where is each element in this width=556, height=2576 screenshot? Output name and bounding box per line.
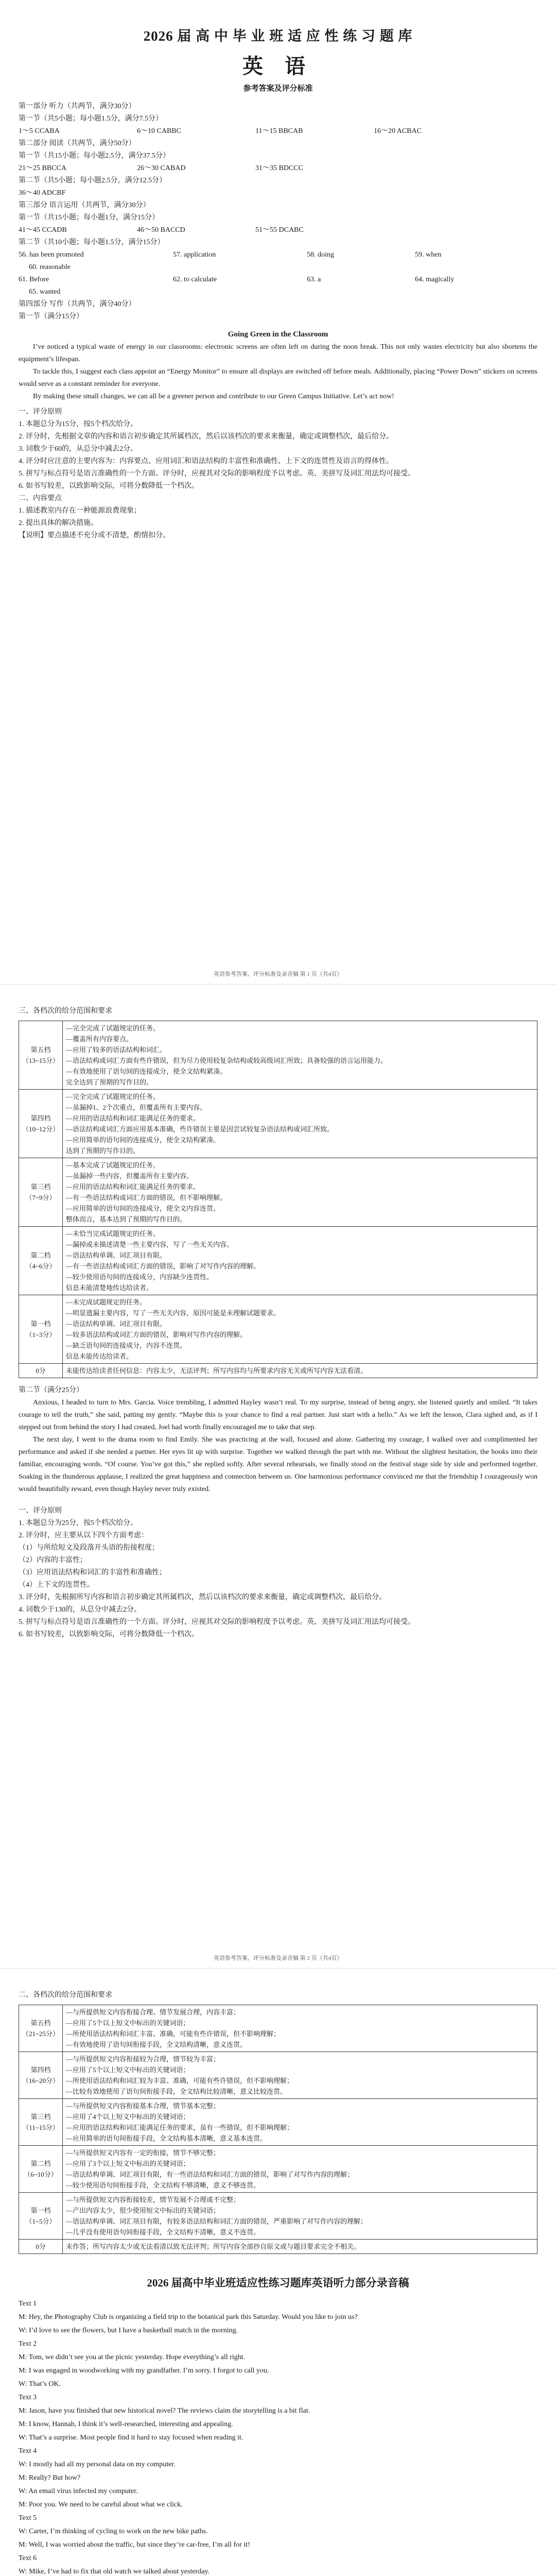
rubric-line: —与所提供短文内容有一定的衔接，情节不够完整； (66, 2149, 220, 2157)
scoring-line: 2. 提出具体的解决措施。 (19, 519, 98, 527)
answer-row (19, 249, 537, 261)
section-line: 第一节（满分15分） (19, 313, 83, 320)
rubric-line: 信息未能传达给读者。 (66, 1352, 133, 1360)
answer-item: 62. to calculate (173, 276, 217, 283)
rubric-row (19, 2099, 537, 2146)
rubric-line: —未恰当完成试题规定的任务。 (66, 1230, 160, 1238)
rubric-line: —应用的语法结构和词汇能满足任务的要求。 (66, 1183, 200, 1191)
rubric-row (19, 1158, 537, 1227)
rubric-row (19, 1227, 537, 1295)
answer-row (19, 224, 537, 236)
scoring-line: （1）与所给短文及段落开头语的衔接程度； (19, 1544, 159, 1552)
rubric-line: —比较有效地使用了语句间衔接手段，全文结构比较清晰，意义比较连贯。 (66, 2088, 287, 2095)
rubric-line: —应用了5个以上短文中标出的关键词语； (66, 2066, 190, 2074)
scoring-line: 二、内容要点 (19, 495, 62, 502)
scoring-line: 4. 词数少于130的，从总分中减去2分。 (19, 1606, 141, 1614)
section-line: 第三部分 语言运用（共两节，满分30分） (19, 201, 150, 209)
section-line: 第一节（共15小题；每小题1分，满分15分） (19, 214, 159, 222)
rubric-line: —产出内容太少，很少使用短文中标出的关键词语； (66, 2207, 220, 2214)
rubric-level: 第三档（7~9分） (19, 1158, 63, 1227)
answer-item: 61. Before (19, 276, 49, 283)
scoring2-principles (19, 1505, 537, 1641)
rubric-line: —缺乏语句间的连接成分，内容不连贯。 (66, 1342, 187, 1349)
rubric-line: —所使用语法结构和词汇丰富、准确，可能有些许错误，但不影响理解； (66, 2030, 281, 2038)
section-line: 第二节（共10小题；每小题1.5分，满分15分） (19, 239, 165, 246)
rubric-line: —应用了3个以上短文中标出的关键词语； (66, 2160, 190, 2167)
rubric-level: 第一档（1~3分） (19, 1295, 63, 1364)
rubric-line: —有效地使用了语句间的连接成分，使全文结构紧凑。 (66, 1067, 227, 1075)
rubric-line: —有效地使用了语句间衔接手段，全文结构清晰，意义连贯。 (66, 2041, 247, 2048)
rubric-desc (63, 2052, 537, 2099)
rubric-level: 第四档（10~12分） (19, 1090, 63, 1158)
scoring-line: （4）上下文的连贯性。 (19, 1581, 94, 1589)
answer-group: 51～55 DCABC (255, 226, 304, 234)
answer-group: 1～5 CCABA (19, 127, 60, 135)
rubric-row (19, 1021, 537, 1090)
rubric-line: —应用简单的语句间的连接成分，使全文内容连贯。 (66, 1205, 220, 1212)
rubric-line: —覆盖所有内容要点。 (66, 1035, 133, 1043)
answer-key-subtitle: 参考答案及评分标准 (243, 84, 313, 93)
listening-script-title: 2026 届高中毕业班适应性练习题库英语听力部分录音稿 (147, 2277, 409, 2289)
rubric-line: —语法结构单调、词汇项目有限。 (66, 1251, 167, 1259)
rubric-desc (63, 2146, 537, 2193)
scoring-line: （2）内容的丰富性； (19, 1556, 87, 1564)
section-line: 第一部分 听力（共两节，满分30分） (19, 103, 136, 110)
rubric-desc (63, 1227, 537, 1295)
rubric-row (19, 2005, 537, 2052)
exam-title: 2026 届 高 中 毕 业 班 适 应 性 练 习 题 库 (143, 28, 413, 44)
rubric-row (19, 1090, 537, 1158)
scoring-line: 2. 评分时，先根据文章的内容和语言初步确定其所属档次，然后以该档次的要求来衡量，确定或调整档次，最后给分。 (19, 433, 393, 440)
page-2 (0, 984, 556, 1968)
rubric-table-1 (19, 1021, 537, 1378)
scoring-line: 1. 本题总分为15分，按5个档次给分。 (19, 420, 137, 428)
scoring-line: 二、各档次的给分范围和要求 (19, 1991, 112, 1999)
rubric-line: —有一些语法结构或词汇方面的错误，影响了对写作内容的理解。 (66, 1262, 260, 1270)
section-line: 第一节（共15小题；每小题2.5分，满分37.5分） (19, 152, 170, 160)
writing2-paragraph: The next day, I went to the drama room to find Emily. She was practicing at the wall, focused and alone. Gathering my courage, I walked over and complimented her performance and asked if she needed a partner. Her eyes lit up with surprise. Together we walked through the part with me. Without the slightest hesitation, the books into their familiar, encouraging words. “Of course. You’ve got this,” she replied softly. After several rehearsals, we finally stood on the festival stage side by side and performed together. Soaking in the thunderous applause, I realized the great happiness and connection between us. One harmonious performance convinced me that the friendship I courageously won would beautifully reward, even though Hayley never truly existed. (19, 1436, 537, 1493)
rubric-desc (63, 1021, 537, 1090)
answer-section (19, 100, 537, 323)
rubric-line: —应用了5个以上短文中标出的关键词语； (66, 2019, 190, 2027)
rubric-line: —应用简单的语句间的连接成分，使全文结构紧凑。 (66, 1136, 220, 1144)
rubric-level: 第五档（13~15分） (19, 1021, 63, 1090)
rubric-line: —所使用语法结构和词汇较为丰富、准确，可能有些许错误，但不影响理解； (66, 2077, 294, 2084)
rubric-line: —语法结构单调、词汇项目有限，有较多语法结构和词汇方面的错误，严重影响了对写作内容的理解； (66, 2217, 368, 2225)
rubric-line: —应用简单的语句间衔接手段，全文结构基本清晰，意义基本连贯。 (66, 2134, 267, 2142)
rubric-line: —较少使用语句间的连接成分，内容缺少连贯性。 (66, 1273, 214, 1281)
rubric-line: —与所提供短文内容衔接较差，情节发展不合理或不完整； (66, 2196, 240, 2204)
section-line: 36～40 ADCBF (19, 189, 66, 197)
rubric-row (19, 2240, 537, 2254)
rubric-line: —基本完成了试题规定的任务。 (66, 1161, 160, 1169)
answer-row (19, 125, 537, 138)
answer-item: 64. magically (415, 276, 455, 283)
rubric-line: —完全完成了试题规定的任务。 (66, 1024, 160, 1032)
rubric-line: 信息未能清楚地传达给读者。 (66, 1284, 153, 1292)
rubric-row (19, 2146, 537, 2193)
scoring-line: 2. 评分时，应主要从以下四个方面考虑： (19, 1532, 148, 1539)
scoring-line: 6. 如书写较差，以致影响交际，可将分数降低一个档次。 (19, 482, 199, 490)
writing1-paragraph: I’ve noticed a typical waste of energy in our classrooms: electronic screens are often left on during the noon break. This not only wastes electricity but also shortens the equipment’s lifespan. (19, 343, 537, 363)
rubric-line: —应用了较多的语法结构和词汇。 (66, 1046, 167, 1054)
page-footer: 英语参考答案、评分标准及录音稿 第 2 页（共4页） (213, 1955, 343, 1961)
rubric-level: 0分 (19, 1364, 63, 1378)
rubric-desc (63, 2099, 537, 2146)
scoring-line: 5. 拼写与标点符号是语言准确性的一个方面。评分时，应视其对交际的影响程度予以考虑。英、美拼写及词汇用法均可接受。 (19, 1618, 415, 1626)
scoring-line: 3. 词数少于60的，从总分中减去2分。 (19, 445, 137, 453)
scoring-line: 三、各档次的给分范围和要求 (19, 1007, 112, 1015)
rubric-level: 第二档（6~10分） (19, 2146, 63, 2193)
rubric-line: —应用的语法结构和词汇能满足任务的要求，虽有一些错误，但不影响理解； (66, 2124, 294, 2131)
rubric-line: —未完成试题规定的任务。 (66, 1298, 147, 1306)
section-line: 第二节（共5小题；每小题2.5分，满分12.5分） (19, 177, 166, 184)
rubric-line: —几乎没有使用语句间衔接手段，全文结构不清晰，意义不连贯。 (66, 2228, 260, 2236)
rubric-line: —较少使用语句间衔接手段，全文结构不够清晰，意义不够连贯。 (66, 2181, 260, 2189)
rubric-line: 未作答；所写内容太少或无法看清以致无法评判；所写内容全部抄自原文或与题目要求完全不相关。 (66, 2243, 361, 2250)
answer-group: 41～45 CCADB (19, 226, 67, 234)
answer-item: 65. wanted (29, 288, 61, 296)
scoring-line: 4. 评分时应注意的主要内容为：内容要点、应用词汇和语法结构的丰富性和准确性、上下文的连贯性及语言的得体性。 (19, 457, 393, 465)
answer-group: 26～30 CABAD (137, 164, 186, 172)
scoring-line: （3）应用语法结构和词汇的丰富性和准确性； (19, 1569, 166, 1577)
section-line: 第一节（共5小题；每小题1.5分，满分7.5分） (19, 115, 163, 123)
scoring-line: 1. 本题总分为25分，按5个档次给分。 (19, 1519, 137, 1527)
rubric-level: 第五档（21~25分） (19, 2005, 63, 2052)
page-3 (0, 1968, 556, 2576)
rubric-level: 第三档（11~15分） (19, 2099, 63, 2146)
listening-script-part1: Text 1 M: Hey, the Photography Club is organizing a field trip to the botanical park this Saturday. Would you like to join us? W: I’d love to see the flowers, but I have a basketball match in the morning. Text 2 M: Tom, we didn’t see you at the picnic yesterday. Hope everything’s all right. M: I was engaged in woodworking with my grandfather. I’m sorry. I forgot to call you. W: That’s OK. Text 3 M: Jason, have you finished that new historical novel? The reviews claim the storytelling is a bit flat. M: I know, Hannah, I think it’s well-researched, interesting and appealing. W: That’s a surprise. Most people find it hard to stay focused when reading it. Text 4 W: I mostly had all my personal data on my computer. M: Really? But how? W: An email virus infected my computer. M: Poor you. We need to be careful about what we click. Text 5 W: Carter, I’m thinking of cycling to work on the new bike paths. M: Well, I was worried about the traffic, but since they’re car-free, I’m all for it! Text 6 W: Mike, I’ve had to fix that old watch we talked about yesterday. (19, 2300, 358, 2575)
scoring-line: 1. 描述教室内存在一种能源浪费现象； (19, 507, 141, 515)
rubric-row (19, 2052, 537, 2099)
rubric-line: —应用的语法结构和词汇能满足任务的要求。 (66, 1114, 200, 1122)
answer-item: 63. a (307, 276, 321, 283)
rubric-line: —语法结构或词汇方面有些许错误，但为尽力使用较复杂结构或较高级词汇所致；具备较强的语言运用能力。 (66, 1057, 388, 1064)
scoring-line: 5. 拼写与标点符号是语言准确性的一个方面。评分时，应视其对交际的影响程度予以考虑。英、美拼写及词汇用法均可接受。 (19, 470, 415, 478)
rubric-line: —有一些语法结构或词汇方面的错误，但不影响理解。 (66, 1194, 227, 1201)
rubric-desc (63, 1158, 537, 1227)
rubric-row (19, 1295, 537, 1364)
answer-group: 11～15 BBCAB (255, 127, 303, 135)
rubric-line: —漏掉或未描述清楚一些主要内容，写了一些无关内容。 (66, 1241, 234, 1248)
page-1 (0, 0, 556, 984)
section-line: 第四部分 写作（共两节，满分40分） (19, 300, 136, 308)
rubric-line: —较多语法结构或词汇方面的错误，影响对写作内容的理解。 (66, 1331, 247, 1338)
rubric-line: 未能传达给读者任何信息：内容太少，无法评判；所写内容均与所要求内容无关或所写内容无法看清。 (66, 1367, 368, 1375)
rubric-desc (63, 2193, 537, 2240)
rubric-desc (63, 2005, 537, 2052)
rubric-level: 0分 (19, 2240, 63, 2254)
rubric-line: —与所提供短文内容衔接基本合理，情节基本完整； (66, 2102, 220, 2110)
rubric-line: —与所提供短文内容衔接合理、情节发展合理，内容丰富； (66, 2008, 240, 2016)
scoring-line: 【说明】要点描述不充分或不清楚，酌情扣分。 (19, 532, 170, 539)
scoring-line: 一、评分原则 (19, 408, 62, 416)
answer-item: 58. doing (307, 251, 334, 259)
scoring-line: 6. 如书写较差，以致影响交际，可将分数降低一个档次。 (19, 1631, 199, 1638)
answer-item: 57. application (173, 251, 216, 259)
scoring1-principles (19, 406, 537, 542)
answer-row (19, 274, 537, 286)
writing2-paragraph: Anxious, I headed to turn to Mrs. Garcia. Voice trembling, I admitted Hayley wasn’t real. To my surprise, instead of being angry, she listened quietly and smiled. “It takes courage to tell the truth,” she said, patting my gently. “Maybe this is your chance to find a real partner. Just start with a hello.” As we left the lesson, Clara sighed and, as if I stepped out from behind the story I had created, Joel had worth finally encouraged me to take that step. (19, 1399, 537, 1431)
answer-group: 16～20 ACBAC (374, 127, 422, 135)
scoring-line: 3. 评分时，先根据所写内容和语言初步确定其所属档次，然后以该档次的要求来衡量，确定或调整档次，最后给分。 (19, 1594, 386, 1601)
rubric-row (19, 2193, 537, 2240)
page-footer: 英语参考答案、评分标准及录音稿 第 1 页（共4页） (213, 971, 343, 977)
writing1-paragraph: To tackle this, I suggest each class appoint an “Energy Monitor” to ensure all displays are switched off before meals. Additionally, placing “Power Down” stickers on screens would serve as a constant reminder for everyone. (19, 368, 537, 388)
answer-group: 6～10 CABBC (137, 127, 181, 135)
writing1-title: Going Green in the Classroom (228, 330, 328, 338)
rubric-line: —明显遗漏主要内容，写了一些无关内容，原因可能是未理解试题要求。 (66, 1309, 281, 1317)
rubric-level: 第二档（4~6分） (19, 1227, 63, 1295)
rubric-level: 第一档（1~5分） (19, 2193, 63, 2240)
rubric-line: —语法结构单调、词汇项目有限，有一些语法结构和词汇方面的错误，影响了对写作内容的理解； (66, 2171, 354, 2178)
answer-item: 56. has been promoted (19, 251, 84, 259)
rubric-desc (63, 1364, 537, 1378)
rubric-line: 完全达到了预期的写作目的。 (66, 1078, 153, 1086)
rubric-desc (63, 1295, 537, 1364)
answer-group: 31～35 BDCCC (255, 164, 303, 172)
rubric-level: 第四档（16~20分） (19, 2052, 63, 2099)
rubric-desc (63, 2240, 537, 2254)
answer-row (19, 162, 537, 175)
rubric-line: —虽漏掉1、2个次重点，但覆盖所有主要内容。 (66, 1104, 207, 1111)
subject-title: 英 语 (242, 55, 314, 78)
rubric-line: —应用了4个以上短文中标出的关键词语； (66, 2113, 190, 2121)
rubric-line: —虽漏掉一些内容，但覆盖所有主要内容。 (66, 1172, 194, 1180)
answer-item: 59. when (415, 251, 442, 259)
rubric-line: —完全完成了试题规定的任务。 (66, 1093, 160, 1100)
rubric-line: —语法结构或词汇方面应用基本准确，些许错误主要是因尝试较复杂语法结构或词汇所致。 (66, 1125, 334, 1133)
answer-group: 46～50 BACCD (137, 226, 185, 234)
writing1-paragraph: By making these small changes, we can all be a greener person and contribute to our Green Campus Initiative. Let’s act now! (33, 393, 394, 400)
rubric-row (19, 1364, 537, 1378)
rubric-line: —语法结构单调、词汇项目有限。 (66, 1320, 167, 1328)
rubric-line: —与所提供短文内容衔接较为合理，情节较为丰富； (66, 2055, 220, 2063)
rubric-table-2 (19, 2005, 537, 2254)
rubric-line: 整体而言，基本达到了预期的写作目的。 (66, 1215, 187, 1223)
rubric-line: 达到了预期的写作目的。 (66, 1147, 140, 1155)
scoring-line: 一、评分原则 (19, 1507, 62, 1515)
answer-item: 60. reasonable (29, 263, 71, 271)
section-line: 第二部分 阅读（共两节，满分50分） (19, 140, 136, 147)
writing2-label: 第二节（满分25分） (19, 1386, 83, 1394)
rubric-desc (63, 1090, 537, 1158)
answer-group: 21～25 BBCCA (19, 164, 66, 172)
